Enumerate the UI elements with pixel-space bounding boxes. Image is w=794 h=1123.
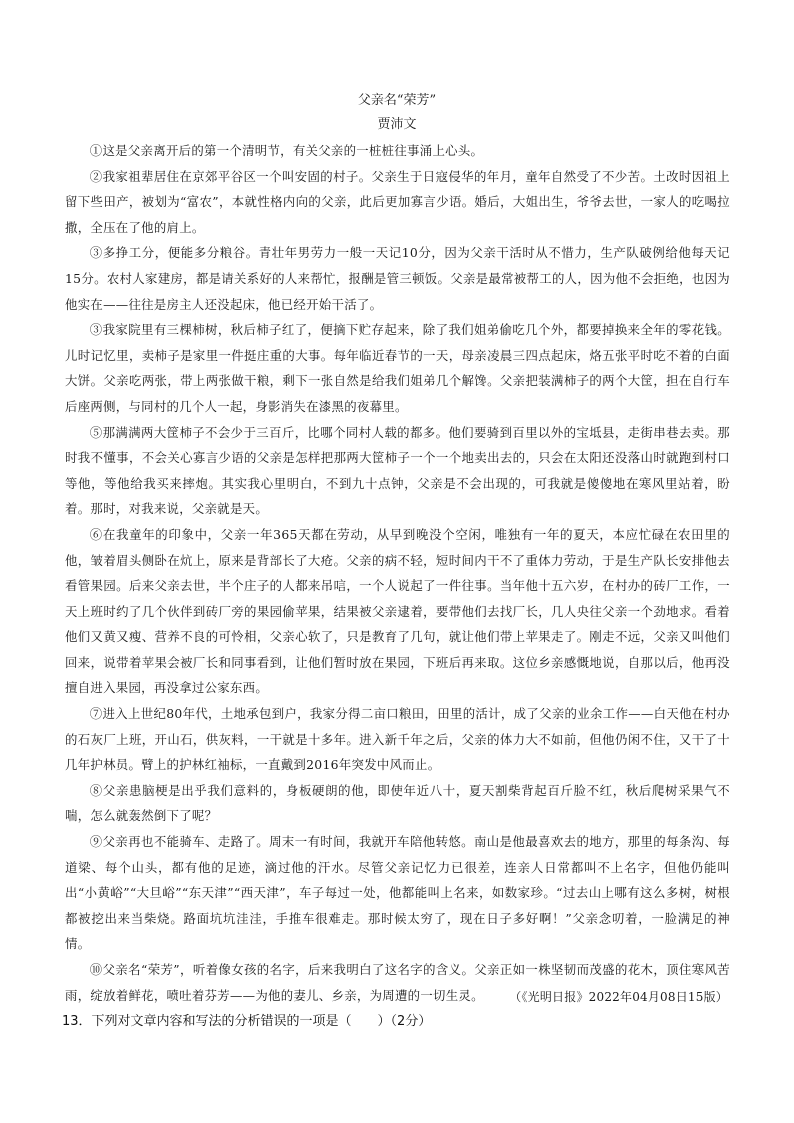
paragraph-4: ③我家院里有三棵柿树，秋后柿子红了，便摘下贮存起来，除了我们姐弟偷吃几个外，都要掉换来全年的零花钱。儿时记忆里，卖柿子是家里一件挺庄重的大事。每年临近春节的一天，母亲凌晨三四点起床，烙五张平时吃不着的白面大饼。父亲吃两张，带上两张做干粮，剩下一张自然是给我们姐弟几个解馋。父亲把装满柿子的两个大筐，担在自行车后座两侧，与同村的几个人一起，身影消失在漆黑的夜幕里。: [65, 322, 730, 414]
article-author: 贾沛文: [377, 117, 417, 132]
article-source: （《光明日报》2022年04月08日15版）: [509, 990, 728, 1004]
paragraph-8: ⑧父亲患脑梗是出乎我们意料的，身板硬朗的他，即使年近八十，夏天割柴背起百斤脸不红，秋后爬树采果气不喘，怎么就轰然倒下了呢？: [65, 782, 730, 824]
paragraph-5: ⑤那满满两大筐柿子不会少于三百斤，比哪个同村人载的都多。他们要骑到百里以外的宝坻县，走街串巷去卖。那时我不懂事，不会关心寡言少语的父亲是怎样把那两大筐柿子一个一个地卖出去的，只会在太阳还没落山时就跑到村口等他，等他给我买来摔炮。其实我心里明白，不到九十点钟，父亲是不会出现的，可我就是傻傻地在寒风里站着，盼着。那时，对我来说，父亲就是天。: [65, 424, 730, 517]
paragraph-3: ③多挣工分，便能多分粮谷。青壮年男劳力一般一天记10分，因为父亲干活时从不惜力，生产队破例给他每天记15分。农村人家建房，都是请关系好的人来帮忙，报酬是管三顿饭。父亲是最常被帮工的人，因为他不会拒绝，也因为他实在——往往是房主人还没起床，他已经开始干活了。: [65, 245, 730, 312]
paragraph-6: ⑥在我童年的印象中，父亲一年365天都在劳动，从早到晚没个空闲，唯独有一年的夏天，本应忙碌在农田里的他，皱着眉头侧卧在炕上，原来是背部长了大疮。父亲的病不轻，短时间内干不了重体力劳动，于是生产队长安排他去看管果园。后来父亲去世，半个庄子的人都来吊唁，一个人说起了一件往事。当年他十五六岁，在村办的砖厂工作，一天上班时约了几个伙伴到砖厂旁的果园偷苹果，结果被父亲逮着，要带他们去找厂长，几人央往父亲一个劲地求。看着他们又黄又瘦、营养不良的可怜相，父亲心软了，只是教育了几句，就让他们带上苹果走了。刚走不远，父亲又叫他们回来，说带着苹果会被厂长和同事看到，让他们暂时放在果园，下班后再来取。这位乡亲感慨地说，自那以后，他再没擅自进入果园，再没拿过公家东西。: [65, 526, 730, 696]
paragraph-10: ⑩父亲名“荣芳”，听着像女孩的名字，后来我明白了这名字的含义。父亲正如一株坚韧而茂盛的花木，顶住寒风苦雨，绽放着鲜花，喷吐着芬芳——为他的妻儿、乡亲，为周遭的一切生灵。: [65, 962, 730, 1003]
paragraph-1: ①这是父亲离开后的第一个清明节，有关父亲的一桩桩往事涌上心头。: [89, 143, 484, 158]
paragraph-7: ⑦进入上世纪80年代，土地承包到户，我家分得二亩口粮田，田里的活计，成了父亲的业余工作——白天他在村办的石灰厂上班，开山石，供灰料，一干就是十多年。进入新千年之后，父亲的体力大不如前，但他仍闲不住，又干了十几年护林员。臂上的护林红袖标，一直戴到2016年突发中风而止。: [65, 706, 730, 773]
article-title: 父亲名“荣芳”: [357, 93, 437, 108]
paragraph-2: ②我家祖辈居住在京郊平谷区一个叫安固的村子。父亲生于日寇侵华的年月，童年自然受了不少苦。土改时因祖上留下些田产，被划为“富农”，本就性格内向的父亲，此后更加寡言少语。婚后，大姐出生，爷爷去世，一家人的吃喝拉撒，全压在了他的肩上。: [65, 168, 730, 235]
article-body: [65, 138, 730, 1008]
question-13: 13．下列对文章内容和写法的分析错误的一项是（ ）（2分）: [62, 1014, 432, 1029]
paragraph-9: ⑨父亲再也不能骑车、走路了。周末一有时间，我就开车陪他转悠。南山是他最喜欢去的地方，那里的每条沟、每道梁、每个山头，都有他的足迹，滴过他的汗水。尽管父亲记忆力已很差，连亲人日常都叫不上名字，但他仍能叫出“小黄峪”“大旦峪”“东天津”“西天津”，车子每过一处，他都能叫上名来，如数家珍。“过去山上哪有这么多树，树根都被挖出来当柴烧。路面坑坑洼洼，手推车很难走。那时候太穷了，现在日子多好啊！”父亲念叨着，一脸满足的神情。: [65, 834, 730, 952]
